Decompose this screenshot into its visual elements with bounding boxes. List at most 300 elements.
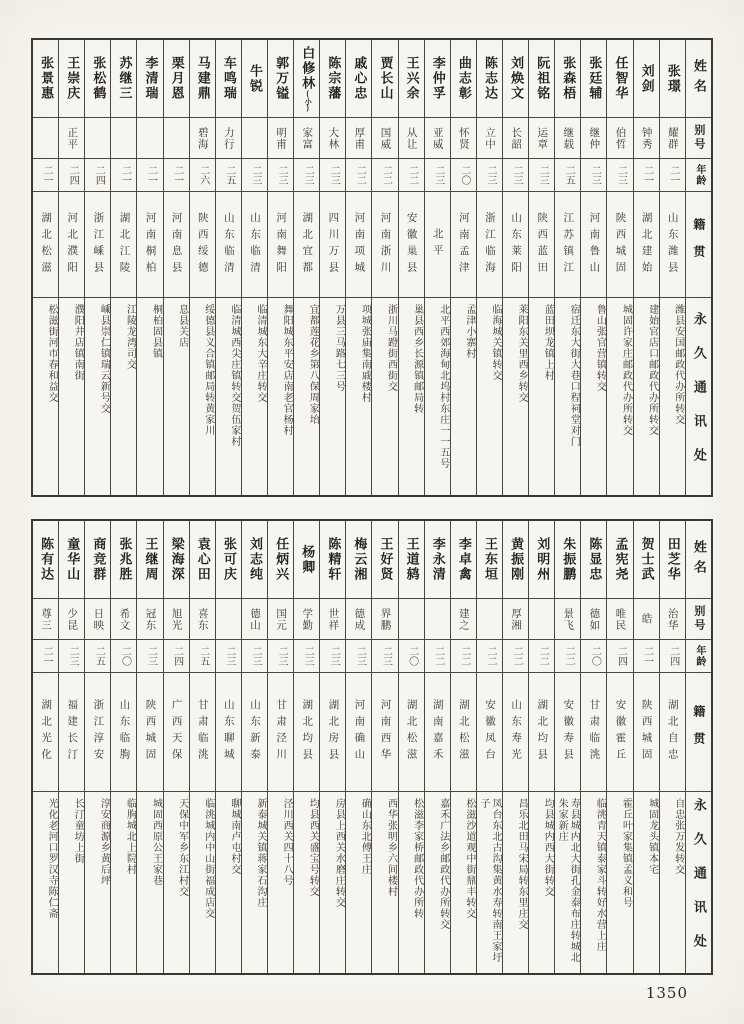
person-alias: 长韶 xyxy=(503,117,528,158)
person-alias xyxy=(164,117,189,158)
person-origin: 河南确山 xyxy=(346,672,371,791)
person-address: 天保中军乡东江村交 xyxy=(164,791,189,973)
person-age: 二四 xyxy=(59,158,84,191)
person-address: 万县三马路七三号 xyxy=(320,297,345,495)
header-alias: 别号 xyxy=(686,117,711,158)
person-alias: 正平 xyxy=(59,117,84,158)
person-address: 蓝田坝龙镇上村 xyxy=(529,297,554,495)
person-alias: 建之 xyxy=(451,598,476,639)
person-column xyxy=(371,40,397,495)
person-address: 嘉禾广法乡邮政代办所转交 xyxy=(425,791,450,973)
person-age: 二一 xyxy=(33,158,58,191)
person-name-text: 陈精轩 xyxy=(326,537,342,582)
person-alias: 怀贤 xyxy=(451,117,476,158)
person-origin: 湖北光化 xyxy=(33,672,58,791)
person-column xyxy=(424,40,450,495)
person-name xyxy=(33,40,58,117)
person-name-text: 李永清 xyxy=(430,537,446,582)
person-age: 二三 xyxy=(503,158,528,191)
person-origin: 陕西城固 xyxy=(634,672,659,791)
person-origin: 湖北江陵 xyxy=(111,191,136,297)
column-headers xyxy=(685,521,711,973)
person-address: 均县城内西大街转交 xyxy=(529,791,554,973)
person-origin: 湖北松滋 xyxy=(451,672,476,791)
person-column xyxy=(215,521,241,973)
person-age: 二三 xyxy=(294,639,319,672)
person-name-text: 车鸣瑞 xyxy=(221,56,237,101)
person-column xyxy=(163,40,189,495)
person-name xyxy=(268,521,293,598)
person-alias xyxy=(33,117,58,158)
person-name xyxy=(477,40,502,117)
person-name xyxy=(111,521,136,598)
person-alias: 家富 xyxy=(294,117,319,158)
person-origin: 河南浙川 xyxy=(372,191,397,297)
person-name xyxy=(503,40,528,117)
person-age: 二二 xyxy=(555,639,580,672)
person-name xyxy=(660,40,685,117)
person-name-text: 王好贤 xyxy=(378,537,394,582)
person-name-text: 贾长山 xyxy=(378,56,394,101)
person-origin: 河南舞阳 xyxy=(268,191,293,297)
person-name-text: 王继周 xyxy=(143,537,159,582)
person-alias: 碧海 xyxy=(190,117,215,158)
person-column xyxy=(528,521,554,973)
person-alias: 喜东 xyxy=(190,598,215,639)
person-alias: 立中 xyxy=(477,117,502,158)
person-age: 二三 xyxy=(137,639,162,672)
person-age: 二一 xyxy=(634,639,659,672)
person-age: 二二 xyxy=(529,639,554,672)
person-name-text: 田芝华 xyxy=(665,537,681,582)
person-origin: 湖北宜都 xyxy=(294,191,319,297)
person-age: 二二 xyxy=(399,158,424,191)
person-name-text: 张兆胜 xyxy=(117,537,133,582)
person-origin: 河南孟津 xyxy=(451,191,476,297)
person-origin: 陕西城固 xyxy=(137,672,162,791)
person-origin: 浙江临海 xyxy=(477,191,502,297)
person-alias: 景飞 xyxy=(555,598,580,639)
person-age: 二一 xyxy=(137,158,162,191)
person-address: 孟津小寨村 xyxy=(451,297,476,495)
person-name-text: 张璟 xyxy=(665,63,681,94)
header-age: 年龄 xyxy=(686,158,711,191)
person-column xyxy=(398,521,424,973)
person-alias: 大林 xyxy=(320,117,345,158)
page-number: 1350 xyxy=(645,984,688,1002)
person-age: 二〇 xyxy=(451,158,476,191)
person-name-text: 杨卿 xyxy=(300,544,316,575)
person-origin: 河南西华 xyxy=(372,672,397,791)
person-name-text: 刘明州 xyxy=(535,537,551,582)
person-origin: 湖北均县 xyxy=(294,672,319,791)
person-origin: 四川万县 xyxy=(320,191,345,297)
person-alias: 日映 xyxy=(85,598,110,639)
person-alias: 伯哲 xyxy=(607,117,632,158)
person-age: 二四 xyxy=(607,639,632,672)
person-column xyxy=(84,40,110,495)
person-column xyxy=(267,40,293,495)
person-alias: 耀群 xyxy=(660,117,685,158)
person-column xyxy=(293,521,319,973)
person-name-text: 李仲孚 xyxy=(430,56,446,101)
person-name xyxy=(59,40,84,117)
person-name-text: 陈宗藩 xyxy=(326,56,342,101)
person-origin: 安徽寿县 xyxy=(555,672,580,791)
person-column xyxy=(606,521,632,973)
person-address: 自忠张万发转交 xyxy=(660,791,685,973)
person-name-text: 张景惠 xyxy=(39,56,55,101)
person-age: 二二 xyxy=(451,639,476,672)
person-origin: 山东临朐 xyxy=(111,672,136,791)
person-column xyxy=(450,521,476,973)
person-column xyxy=(293,40,319,495)
person-alias: 德如 xyxy=(581,598,606,639)
person-origin: 河南鲁山 xyxy=(581,191,606,297)
person-origin: 湖北房县 xyxy=(320,672,345,791)
person-column xyxy=(136,40,162,495)
person-alias xyxy=(529,598,554,639)
person-name-text: 孟宪尧 xyxy=(613,537,629,582)
person-alias: 治华 xyxy=(660,598,685,639)
person-origin: 湖南嘉禾 xyxy=(425,672,450,791)
person-name xyxy=(164,521,189,598)
person-name xyxy=(268,40,293,117)
person-name-text: 白修林 xyxy=(300,45,316,91)
person-name xyxy=(320,40,345,117)
person-age: 二四 xyxy=(164,639,189,672)
header-alias: 别号 xyxy=(686,598,711,639)
person-name xyxy=(451,521,476,598)
register-table-top xyxy=(31,38,713,497)
person-alias: 希文 xyxy=(111,598,136,639)
person-origin: 山东新泰 xyxy=(242,672,267,791)
person-name xyxy=(607,521,632,598)
person-alias xyxy=(85,117,110,158)
person-name xyxy=(477,521,502,598)
person-column xyxy=(33,521,58,973)
person-origin: 浙江嵊县 xyxy=(85,191,110,297)
person-column xyxy=(424,521,450,973)
person-name-text: 阮祖铭 xyxy=(535,56,551,101)
person-alias xyxy=(137,117,162,158)
person-name xyxy=(242,521,267,598)
person-address: 淳安商源乡黄后坪 xyxy=(85,791,110,973)
person-origin: 河北濮阳 xyxy=(59,191,84,297)
person-origin: 浙江淳安 xyxy=(85,672,110,791)
person-alias xyxy=(477,598,502,639)
person-address: 息县关店 xyxy=(164,297,189,495)
header-origin: 籍贯 xyxy=(686,672,711,791)
person-name-text: 李卓禽 xyxy=(456,537,472,582)
person-name xyxy=(555,40,580,117)
person-name-text: 任智华 xyxy=(613,56,629,101)
person-column xyxy=(398,40,424,495)
person-age: 二二 xyxy=(372,158,397,191)
header-origin: 籍贯 xyxy=(686,191,711,297)
person-origin: 湖北均县 xyxy=(529,672,554,791)
person-address: 巢县西乡长源镇邮局转 xyxy=(399,297,424,495)
person-name xyxy=(372,40,397,117)
person-age: 二一 xyxy=(111,158,136,191)
person-alias: 皓 xyxy=(634,598,659,639)
person-address: 均县西关盛宝号转交 xyxy=(294,791,319,973)
person-name xyxy=(216,40,241,117)
person-address: 浙川马蹬街西街交 xyxy=(372,297,397,495)
person-name-text: 梁海深 xyxy=(169,537,185,582)
person-name-text: 曲志彰 xyxy=(456,56,472,101)
person-name-text: 张森梧 xyxy=(561,56,577,101)
person-column xyxy=(241,40,267,495)
person-origin: 甘肃临洮 xyxy=(190,672,215,791)
person-column xyxy=(345,40,371,495)
person-alias: 厚湘 xyxy=(503,598,528,639)
person-alias: 钟秀 xyxy=(634,117,659,158)
person-origin: 山东潍县 xyxy=(660,191,685,297)
person-name-text: 苏继三 xyxy=(117,56,133,101)
person-name-text: 任炳兴 xyxy=(274,537,290,582)
person-name xyxy=(634,40,659,117)
person-address: 确山东北傅王庄 xyxy=(346,791,371,973)
person-origin: 陕西绥德 xyxy=(190,191,215,297)
person-alias: 厚甫 xyxy=(346,117,371,158)
person-age: 二三 xyxy=(372,639,397,672)
header-address: 永久通讯处 xyxy=(686,297,711,495)
person-age: 二二 xyxy=(477,639,502,672)
person-age: 二三 xyxy=(268,639,293,672)
person-alias xyxy=(216,598,241,639)
person-address: 长汀童坊上街 xyxy=(59,791,84,973)
person-origin: 湖北建始 xyxy=(634,191,659,297)
person-address: 寿县城内北大街孔金泰布庄转城北朱家新庄 xyxy=(555,791,580,973)
person-age: 二三 xyxy=(242,158,267,191)
person-origin: 陕西蓝田 xyxy=(529,191,554,297)
person-address: 北平西郊海甸北坞村东庄一一五号 xyxy=(425,297,450,495)
header-name: 姓名 xyxy=(691,58,707,99)
person-name xyxy=(607,40,632,117)
person-origin: 湖北自忠 xyxy=(660,672,685,791)
person-name-text: 牛锐 xyxy=(247,63,263,94)
person-alias: 学勤 xyxy=(294,598,319,639)
person-address: 城固龙头镇本宅 xyxy=(634,791,659,973)
person-column xyxy=(319,40,345,495)
person-name xyxy=(529,521,554,598)
person-column xyxy=(476,521,502,973)
person-alias xyxy=(399,598,424,639)
person-address: 聊城南卢屯村交 xyxy=(216,791,241,973)
person-age: 二三 xyxy=(581,158,606,191)
person-address: 临洮城内中山街福成店交 xyxy=(190,791,215,973)
person-name-text: 王道鸫 xyxy=(404,537,420,582)
person-name xyxy=(581,40,606,117)
person-name-text: 王东垣 xyxy=(482,537,498,582)
person-age: 二三 xyxy=(477,158,502,191)
person-alias: 德山 xyxy=(242,598,267,639)
person-address: 桐柏固县镇 xyxy=(137,297,162,495)
person-address: 项城张庙集南戚楼村 xyxy=(346,297,371,495)
person-address: 松滋街河市春和益交 xyxy=(33,297,58,495)
person-name-text: 童华山 xyxy=(65,537,81,582)
person-name-text: 商竞群 xyxy=(91,537,107,582)
person-address: 临海城关镇转交 xyxy=(477,297,502,495)
person-address: 绥德县义合镇邮局转黄家川 xyxy=(190,297,215,495)
person-origin: 安徽霍丘 xyxy=(607,672,632,791)
person-name-text: 张廷辅 xyxy=(587,56,603,101)
person-address: 凤台东北古沟集黄水寿转南王家圩子 xyxy=(477,791,502,973)
person-alias: 明甫 xyxy=(268,117,293,158)
person-alias xyxy=(111,117,136,158)
person-age: 二一 xyxy=(33,639,58,672)
person-name-note: (小) xyxy=(304,90,312,112)
person-column xyxy=(215,40,241,495)
person-alias: 旭光 xyxy=(164,598,189,639)
person-column xyxy=(345,521,371,973)
person-address: 潍县安国邮政代办所转交 xyxy=(660,297,685,495)
person-column xyxy=(189,40,215,495)
person-name-text: 贺士武 xyxy=(639,537,655,582)
person-name xyxy=(634,521,659,598)
person-column xyxy=(580,40,606,495)
person-age: 二三 xyxy=(320,158,345,191)
header-name: 姓名 xyxy=(691,539,707,580)
person-name xyxy=(346,40,371,117)
person-age: 二三 xyxy=(425,158,450,191)
person-origin: 山东寿光 xyxy=(503,672,528,791)
person-name-text: 马建鼎 xyxy=(195,56,211,101)
person-column xyxy=(633,521,659,973)
person-name xyxy=(190,40,215,117)
person-origin: 甘肃泾川 xyxy=(268,672,293,791)
person-alias: 尊三 xyxy=(33,598,58,639)
person-age: 二三 xyxy=(320,639,345,672)
person-address: 宿迁东大街大巷口程祠堂对门 xyxy=(555,297,580,495)
person-origin: 安徽凤台 xyxy=(477,672,502,791)
person-name xyxy=(425,40,450,117)
person-name xyxy=(529,40,554,117)
person-age: 二〇 xyxy=(399,639,424,672)
person-name-text: 李清瑞 xyxy=(143,56,159,101)
person-age: 二四 xyxy=(85,158,110,191)
person-origin: 山东临清 xyxy=(216,191,241,297)
person-age: 二〇 xyxy=(111,639,136,672)
person-name xyxy=(137,40,162,117)
person-age: 二五 xyxy=(190,639,215,672)
person-name xyxy=(164,40,189,117)
person-name-text: 张松鹤 xyxy=(91,56,107,101)
person-column xyxy=(33,40,58,495)
person-origin: 河南桐柏 xyxy=(137,191,162,297)
person-alias xyxy=(425,598,450,639)
person-name xyxy=(660,521,685,598)
person-column xyxy=(136,521,162,973)
person-name-text: 陈显忠 xyxy=(587,537,603,582)
person-column xyxy=(241,521,267,973)
person-alias: 继载 xyxy=(555,117,580,158)
person-name-text: 刘焕文 xyxy=(509,56,525,101)
person-origin: 山东临清 xyxy=(242,191,267,297)
person-origin: 山东莱阳 xyxy=(503,191,528,297)
person-name-text: 刘志纯 xyxy=(247,537,263,582)
person-column xyxy=(554,521,580,973)
person-address: 城固西原公王家巷 xyxy=(137,791,162,973)
person-name xyxy=(555,521,580,598)
person-column xyxy=(84,521,110,973)
person-name-text: 郭万镒 xyxy=(274,56,290,101)
person-address: 昌乐北田马宋局转东里庄交 xyxy=(503,791,528,973)
person-origin: 江苏镇江 xyxy=(555,191,580,297)
person-address: 莱阳东关里西乡转交 xyxy=(503,297,528,495)
person-name xyxy=(346,521,371,598)
person-address: 鲁山张官营镇转交 xyxy=(581,297,606,495)
person-name xyxy=(399,40,424,117)
person-name-text: 朱振鹏 xyxy=(561,537,577,582)
person-address: 临朐城北上院村 xyxy=(111,791,136,973)
person-column xyxy=(659,40,685,495)
person-alias: 亚威 xyxy=(425,117,450,158)
person-name xyxy=(425,521,450,598)
person-column xyxy=(476,40,502,495)
person-age: 二二 xyxy=(346,158,371,191)
person-name-text: 陈有达 xyxy=(39,537,55,582)
person-address: 霍丘叶家集镇孟义和号 xyxy=(607,791,632,973)
person-address: 松滋李家桥邮政代办所转 xyxy=(399,791,424,973)
person-age: 二一 xyxy=(634,158,659,191)
register-table-bottom xyxy=(31,519,713,975)
person-address: 泾川西关四十八号 xyxy=(268,791,293,973)
person-alias: 运章 xyxy=(529,117,554,158)
person-alias: 国元 xyxy=(268,598,293,639)
person-name xyxy=(242,40,267,117)
person-column xyxy=(267,521,293,973)
column-headers xyxy=(685,40,711,495)
person-address: 新泰城关镇蒋家石沟庄 xyxy=(242,791,267,973)
person-age: 二三 xyxy=(216,639,241,672)
person-name xyxy=(137,521,162,598)
person-name xyxy=(581,521,606,598)
person-age: 二三 xyxy=(242,639,267,672)
person-age: 二一 xyxy=(164,158,189,191)
person-name xyxy=(85,40,110,117)
person-name-text: 王兴余 xyxy=(404,56,420,101)
person-column xyxy=(633,40,659,495)
person-column xyxy=(502,40,528,495)
person-age: 二五 xyxy=(555,158,580,191)
header-age: 年龄 xyxy=(686,639,711,672)
person-column xyxy=(580,521,606,973)
person-alias: 力行 xyxy=(216,117,241,158)
person-alias: 唯民 xyxy=(607,598,632,639)
person-name xyxy=(372,521,397,598)
person-alias: 德成 xyxy=(346,598,371,639)
person-address: 临清城西尖庄镇转交贺伍家村 xyxy=(216,297,241,495)
person-age: 二三 xyxy=(294,158,319,191)
person-age: 二二 xyxy=(425,639,450,672)
person-address: 临洮青天镇泰家斗转好水营上庄 xyxy=(581,791,606,973)
person-age: 二〇 xyxy=(581,639,606,672)
person-name xyxy=(503,521,528,598)
person-origin: 湖北松滋 xyxy=(33,191,58,297)
person-origin: 北平 xyxy=(425,191,450,297)
person-column xyxy=(319,521,345,973)
person-name xyxy=(294,521,319,598)
person-origin: 湖北松滋 xyxy=(399,672,424,791)
person-address: 临清城东大辛庄转交 xyxy=(242,297,267,495)
header-address: 永久通讯处 xyxy=(686,791,711,973)
person-origin: 安徽巢县 xyxy=(399,191,424,297)
person-address: 宜都莲花乡第八保周家坮 xyxy=(294,297,319,495)
person-age: 二五 xyxy=(216,158,241,191)
person-column xyxy=(58,40,84,495)
